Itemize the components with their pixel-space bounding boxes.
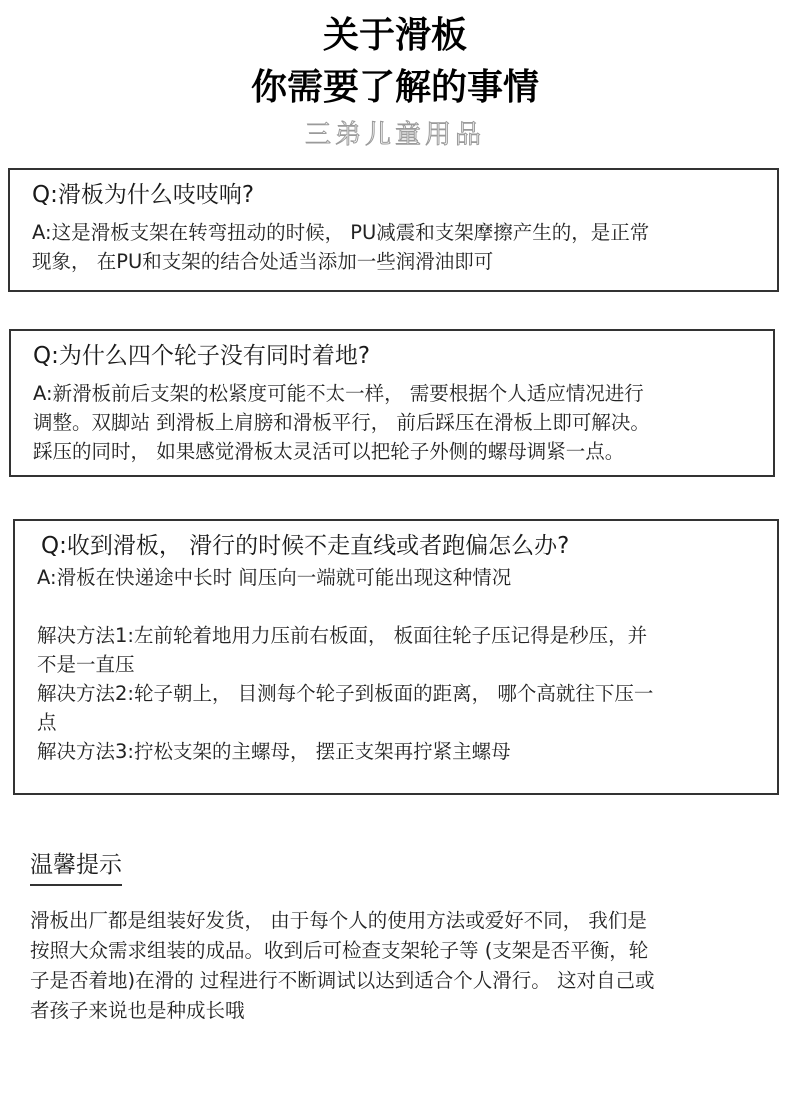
qa-box-not-straight <box>13 519 779 795</box>
page-title-line-1: 关于滑板 <box>322 15 467 56</box>
tips-body: 滑板出厂都是组装好发货， 由于每个人的使用方法或爱好不同， 我们是 按照大众需求组装的成品。收到后可检查支架轮子等 (支架是否平衡，轮 子是否着地)在滑的 过程进行不断调试以达到适合个人滑行。 这对自己或 者孩子来说也是种成长哦 <box>30 909 655 1022</box>
page-title-line-2: 你需要了解的事情 <box>250 67 539 108</box>
qa-box-squeak <box>8 168 779 292</box>
qa-box-wheels-not-grounded <box>9 329 775 477</box>
question-text: Q:为什么四个轮子没有同时着地? <box>33 343 371 369</box>
tips-heading: 温馨提示 <box>30 848 122 886</box>
answer-text: A:新滑板前后支架的松紧度可能不太一样， 需要根据个人适应情况进行 调整。双脚站 到滑板上肩膀和滑板平行， 前后踩压在滑板上即可解决。 踩压的同时， 如果感觉滑板太灵活可以把轮子外侧的螺母调紧一点。 <box>33 382 650 463</box>
answer-text: A:滑板在快递途中长时 间压向一端就可能出现这种情况 解决方法1:左前轮着地用力压前右板面， 板面往轮子压记得是秒压，并 不是一直压 解决方法2:轮子朝上， 目测每个轮子到板面的距离， 哪个高就往下压一 点 解决方法3:拧松支架的主螺母， 摆正支架再拧紧主螺母 <box>37 566 654 763</box>
brand-watermark: 三弟儿童用品 <box>304 120 485 150</box>
question-text: Q:收到滑板， 滑行的时候不走直线或者跑偏怎么办? <box>41 533 570 559</box>
question-text: Q:滑板为什么吱吱响? <box>32 182 255 208</box>
answer-text: A:这是滑板支架在转弯扭动的时候， PU减震和支架摩擦产生的，是正常 现象， 在PU和支架的结合处适当添加一些润滑油即可 <box>32 221 650 273</box>
